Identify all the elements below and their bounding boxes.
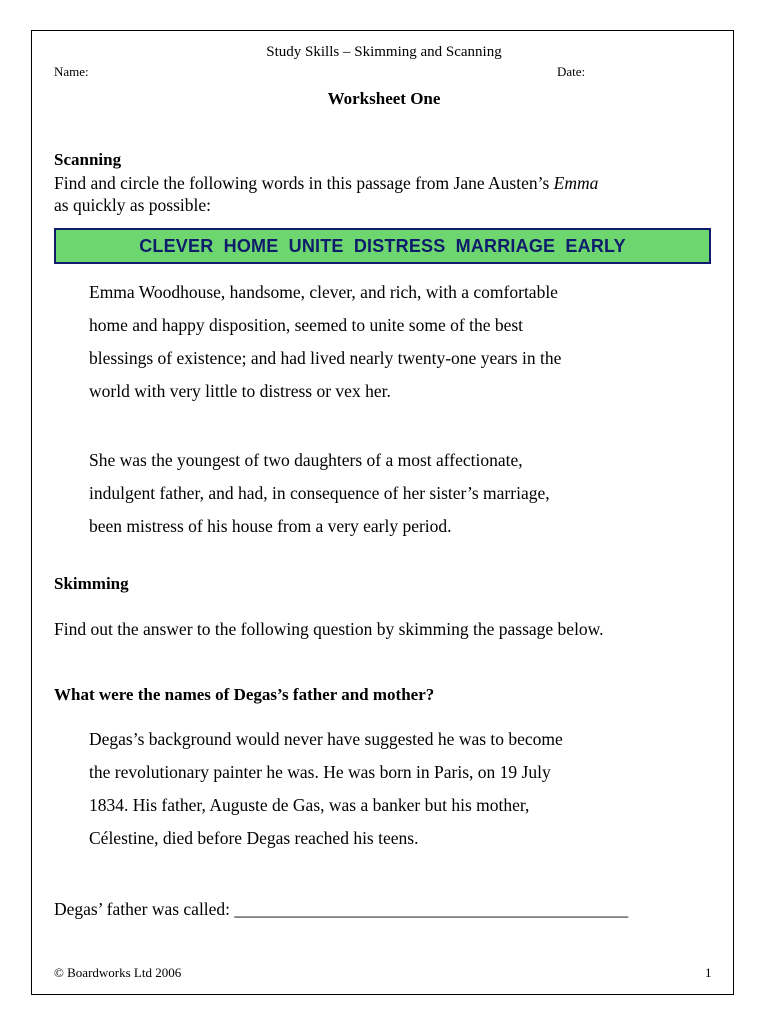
passage-line: been mistress of his house from a very early period. [89, 516, 452, 536]
passage-line: home and happy disposition, seemed to unite some of the best [89, 315, 524, 335]
worksheet-title: Worksheet One [327, 89, 441, 108]
passage-line: blessings of existence; and had lived nearly twenty-one years in the [89, 348, 562, 368]
answer-prompt: Degas’ father was called: _____________________________________________ [54, 899, 629, 919]
book-title-emma: Emma [553, 173, 599, 193]
passage-line: She was the youngest of two daughters of a most affectionate, [89, 450, 523, 470]
passage-line: indulgent father, and had, in consequence of her sister’s marriage, [89, 483, 550, 503]
date-label: Date: [557, 64, 586, 79]
passage-line: Célestine, died before Degas reached his teens. [89, 828, 419, 848]
emma-passage-paragraph-1 [89, 276, 561, 408]
scanning-instruction-line1 [54, 173, 598, 194]
scanning-instruction-text: Find and circle the following words in this passage from Jane Austen’s [54, 173, 554, 193]
scanning-heading: Scanning [54, 150, 122, 169]
passage-line: 1834. His father, Auguste de Gas, was a banker but his mother, [89, 795, 530, 815]
skimming-heading: Skimming [54, 574, 129, 593]
skimming-instruction: Find out the answer to the following question by skimming the passage below. [54, 619, 604, 639]
name-label: Name: [54, 64, 89, 79]
skimming-question: What were the names of Degas’s father and mother? [54, 685, 435, 704]
passage-line: the revolutionary painter he was. He was born in Paris, on 19 July [89, 762, 551, 782]
degas-passage [89, 723, 563, 855]
emma-passage-paragraph-2 [89, 444, 550, 543]
word-list-banner [54, 228, 711, 264]
passage-line: Emma Woodhouse, handsome, clever, and rich, with a comfortable [89, 282, 558, 302]
passage-line: Degas’s background would never have suggested he was to become [89, 729, 563, 749]
passage-line: world with very little to distress or vex her. [89, 381, 391, 401]
copyright-footer: © Boardworks Ltd 2006 [54, 965, 182, 980]
scanning-instruction-line2: as quickly as possible: [54, 195, 211, 215]
page-number: 1 [705, 965, 712, 980]
word-list-text: CLEVER HOME UNITE DISTRESS MARRIAGE EARLY [139, 235, 626, 256]
header-title: Study Skills – Skimming and Scanning [266, 44, 502, 60]
